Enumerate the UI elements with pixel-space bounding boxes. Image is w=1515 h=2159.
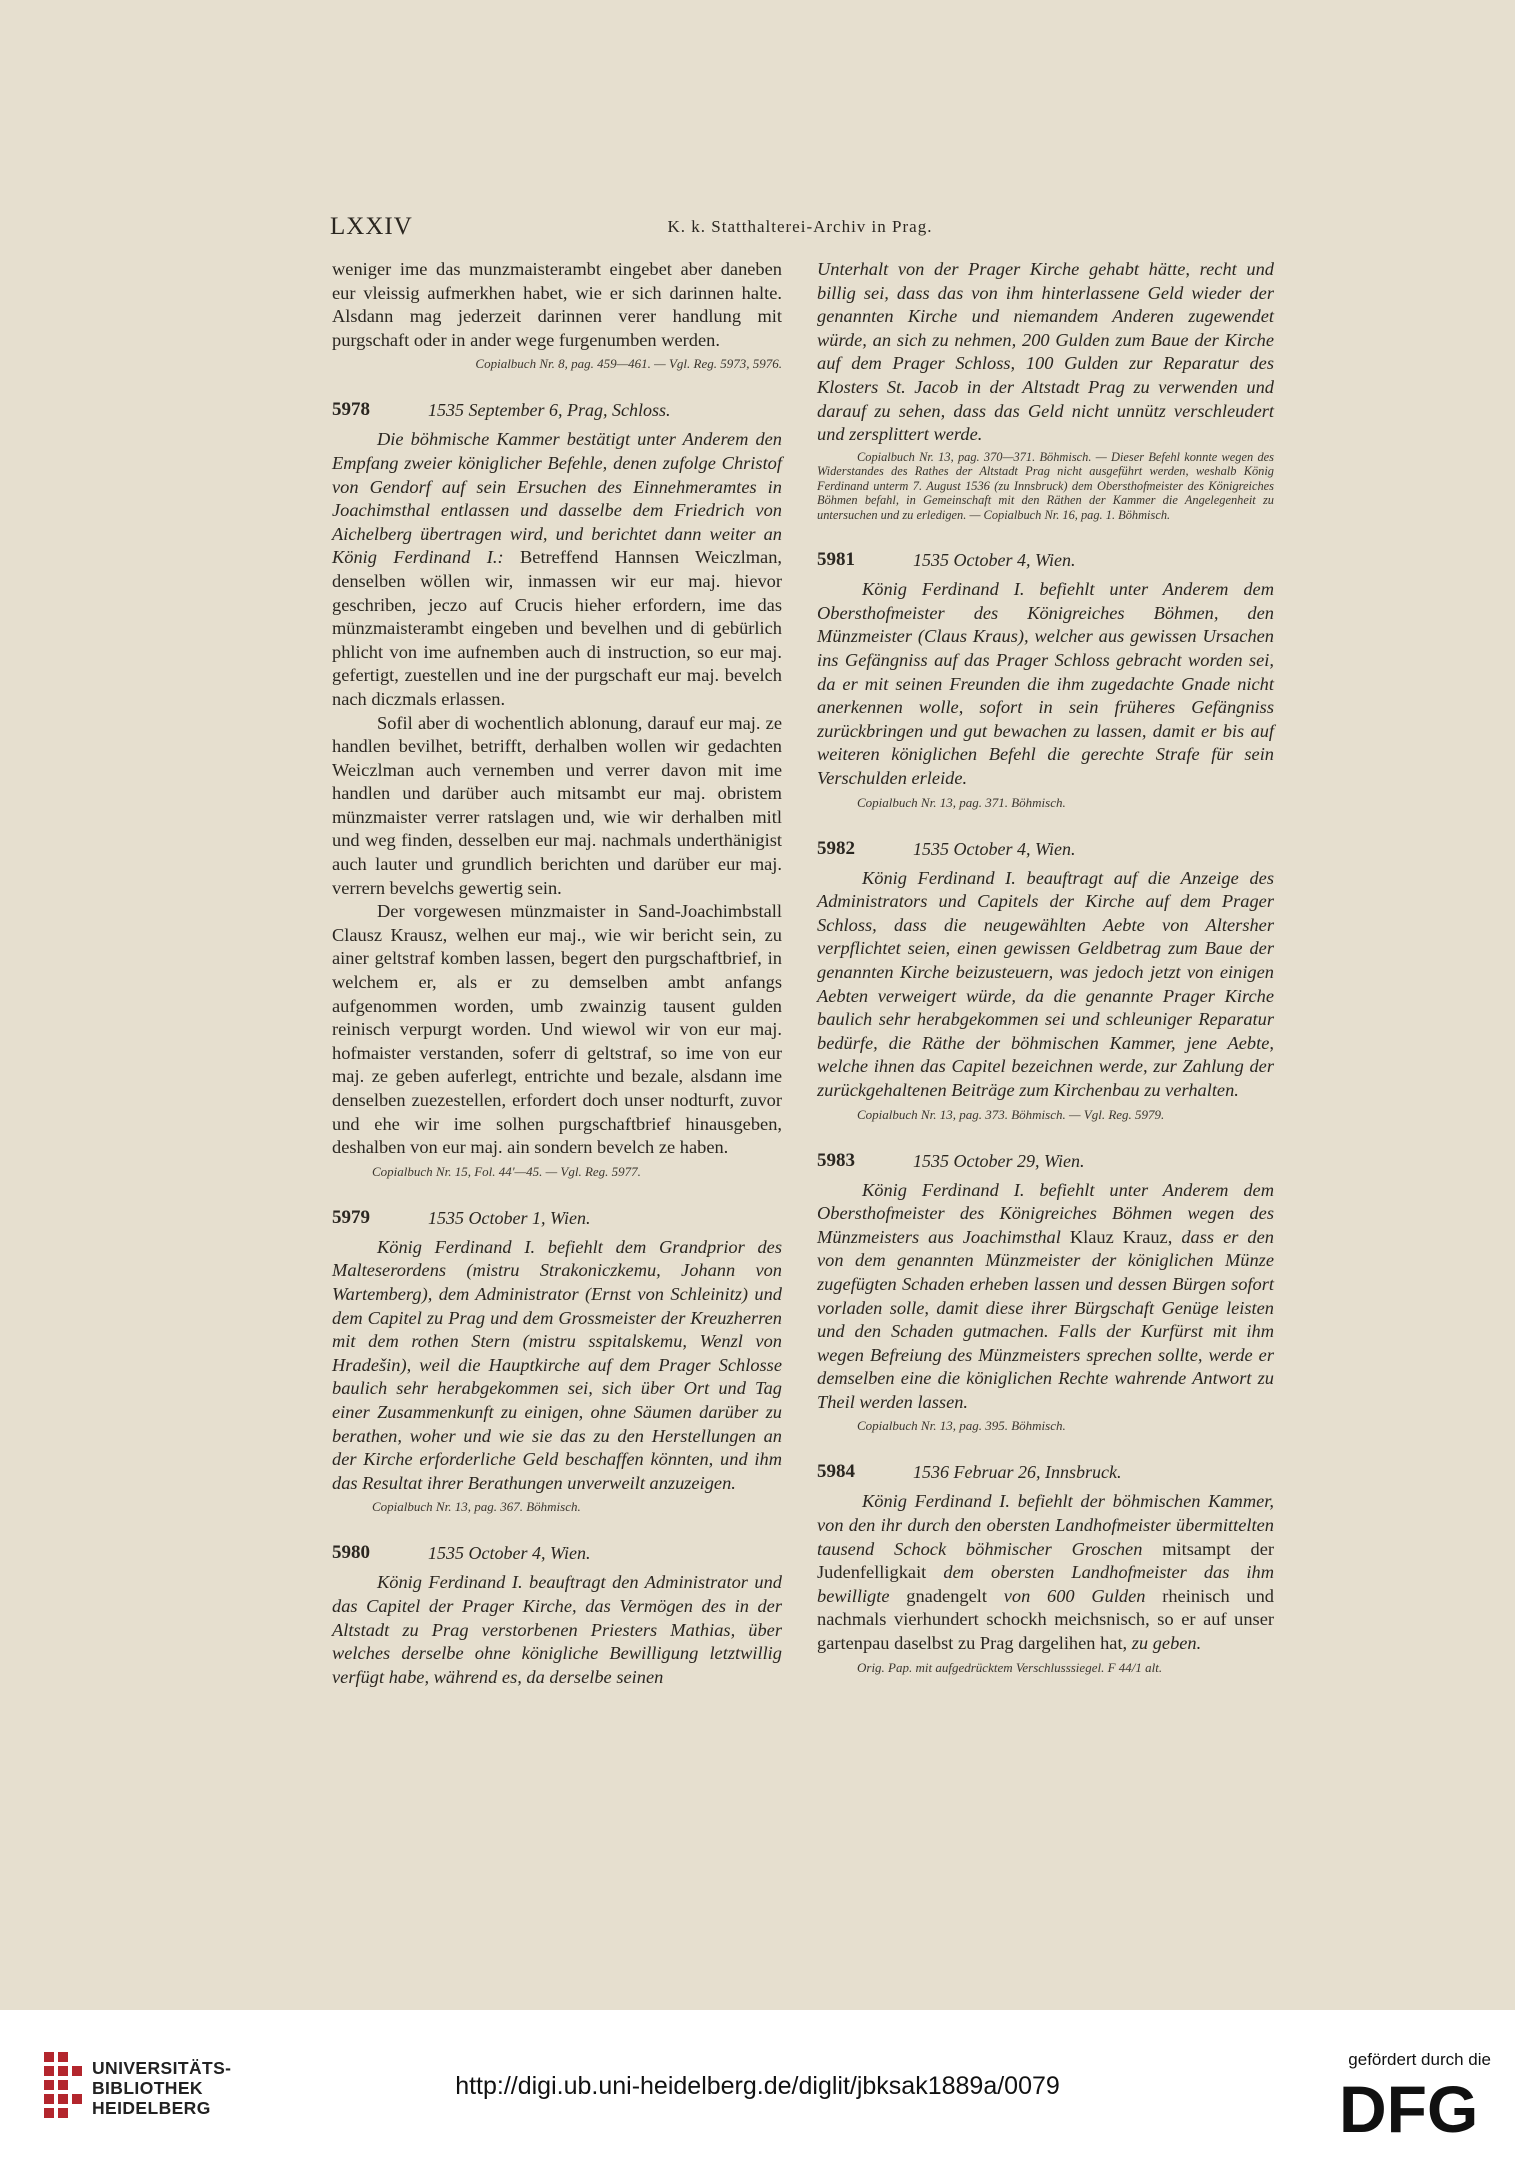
regest-number: 5980 xyxy=(332,1542,370,1564)
funding-note: gefördert durch die xyxy=(1348,2050,1491,2069)
regest-quotation-paragraph: Der vorgewesen münzmaister in Sand-Joachimbstall Clausz Krausz, welhen eur maj., wie wir bericht sein, zu ainer geltstraf komben lassen, begert den purgschaftbrief, in welchem er, als er zu demselben ambt anfangs aufgenommen worden, umb zwainzig tausent gulden reinisch verpurgt worden. Und wiewol wir von eur maj. hofmaister verstanden, soferr di geltstraf, so ime von eur maj. ze geben auferlegt, entrichte und bezale, alsdann ime denselben zuezestellen, erfordert doch unser nodturft, zuvor und ehe wir ime solhen purgschaftbrief hinausgeben, deshalben von eur maj. ain sondern bevelch ze haben. xyxy=(332,901,782,1158)
source-citation: Copialbuch Nr. 13, pag. 371. Böhmisch. xyxy=(857,794,1066,810)
regest-summary-part: König Ferdinand I. befiehlt der böhmischen Kammer, von den ihr durch den obersten Landhofmeister übermittelten tausend Schock böhmischer Groschen xyxy=(817,1491,1274,1559)
right-column xyxy=(817,258,1274,1676)
regest-quotation: gnadengelt xyxy=(906,1585,987,1606)
regest-number: 5979 xyxy=(332,1206,370,1228)
regest-heading-5980 xyxy=(332,1541,782,1565)
regest-body-5983 xyxy=(817,1179,1274,1415)
regest-body-5984 xyxy=(817,1490,1274,1655)
regest-summary: Die böhmische Kammer bestätigt unter Anderem den Empfang zweier königlicher Befehle, denen zufolge Christof von Gendorf auf sein Ersuchen des Einnehmeramtes in Joachimsthal entlassen und dasselbe dem Friedrich von Aichelberg übertragen wird, und berichtet dann weiter an König Ferdinand I.: xyxy=(332,429,782,568)
regest-heading-5978 xyxy=(332,398,782,422)
library-name-line: BIBLIOTHEK xyxy=(92,2078,203,2098)
source-citation: Copialbuch Nr. 13, pag. 395. Böhmisch. xyxy=(857,1418,1066,1434)
source-citation: Copialbuch Nr. 8, pag. 459—461. — Vgl. Reg. 5973, 5976. xyxy=(475,356,782,372)
running-head xyxy=(330,213,1270,243)
regest-date: 1535 October 29, Wien. xyxy=(913,1150,1085,1171)
source-note: Copialbuch Nr. 13, pag. 370—371. Böhmisch. — Dieser Befehl konnte wegen des Widerstandes des Rathes der Altstadt Prag nicht ausgeführt werden, weshalb König Ferdinand unterm 7. August 1536 (zu Innsbruck) dem Obersthofmeister des Königreiches Böhmen befahl, in Gemeinschaft mit den Räthen der Kammer die Angelegenheit zu untersuchen und zu erledigen. — Copialbuch Nr. 16, pag. 1. Böhmisch. xyxy=(817,449,1274,522)
permalink-url[interactable]: http://digi.ub.uni-heidelberg.de/diglit/jbksak1889a/0079 xyxy=(455,2072,1060,2100)
regest-summary-part: König Ferdinand I. befiehlt unter Anderem dem Obersthofmeister des Königreiches Böhmen wegen des Münzmeisters aus Joachimsthal xyxy=(817,1179,1274,1247)
regest-summary-part: von 600 Gulden xyxy=(1003,1585,1146,1606)
left-column xyxy=(332,258,782,1689)
regest-summary-part: zu geben. xyxy=(1131,1633,1202,1654)
regest-number: 5984 xyxy=(817,1461,855,1483)
library-name-line: HEIDELBERG xyxy=(92,2098,211,2118)
continued-summary: Unterhalt von der Prager Kirche gehabt hätte, recht und billig sei, dass das von ihm hinterlassene Geld wieder der genannten Kirche und niemandem Anderen zugewendet würde, an sich zu nehmen, 200 Gulden zum Baue der Kirche auf dem Prager Schloss, 100 Gulden zur Reparatur des Klosters St. Jacob in der Altstadt Prag zu verwenden und darauf zu sehen, dass das Geld nicht unnütz verschleudert und zersplittert werde. xyxy=(817,259,1274,445)
dfg-logo-icon xyxy=(1339,2078,1489,2136)
regest-quotation: rheinisch und nachmals vierhundert schockh meichsnisch, so er auf unser gartenpau daselbst zu Prag dargelihen hat, xyxy=(817,1585,1274,1654)
regest-quotation: Betreffend Hannsen Weiczlman, denselben wöllen wir, inmassen wir eur maj. hievor geschriben, jeczo auf Crucis hieher erfordern, ime das münzmaisterambt eingeben und bevelhen und di gebürlich phlicht von ime aufnemben auch di instruction, so eur maj. gefertigt, zuestellen und ine der purgschaft eur maj. bevelch nach diczmals erlassen. xyxy=(332,547,782,709)
regest-date: 1535 October 4, Wien. xyxy=(428,1543,591,1564)
source-citation: Copialbuch Nr. 13, pag. 373. Böhmisch. — Vgl. Reg. 5979. xyxy=(857,1106,1165,1122)
regest-heading-5981 xyxy=(817,548,1274,572)
regest-number: 5978 xyxy=(332,399,370,421)
regest-quoted-name: Klauz Krauz, xyxy=(1069,1226,1173,1247)
regest-heading-5984 xyxy=(817,1460,1274,1484)
regest-summary: König Ferdinand I. beauftragt auf die Anzeige des Administrators und Capitels der Kirche auf dem Prager Schloss, dass die neugewählten Aebte von Altersher verpflichtet seien, einen gewissen Geldbetrag zum Baue der genannten Kirche beizusteuern, was jedoch jetzt von einigen Aebten verweigert würde, da die genannte Prager Kirche baulich sehr herabgekommen sei und schleuniger Reparatur bedürfe, die Räthe der böhmischen Kammer, jene Aebte, welche ihnen das Capitel bezeichnen werde, zur Zahlung der zurückgehaltenen Beiträge zum Kirchenbau zu verhalten. xyxy=(817,867,1274,1100)
regest-summary-part: dem obersten Landhofmeister das ihm bewilligte xyxy=(817,1562,1274,1606)
regest-number: 5981 xyxy=(817,549,855,571)
regest-date: 1536 Februar 26, Innsbruck. xyxy=(913,1462,1122,1483)
regest-summary: König Ferdinand I. beauftragt den Administrator und das Capitel der Prager Kirche, das Vermögen des in der Altstadt zu Prag verstorbenen Priesters Mathias, über welches derselbe ohne königliche Bewilligung letztwillig verfügt habe, während es, da derselbe seinen xyxy=(332,1572,782,1687)
source-citation: Copialbuch Nr. 15, Fol. 44'—45. — Vgl. Reg. 5977. xyxy=(372,1163,641,1179)
library-name-line: UNIVERSITÄTS- xyxy=(92,2058,232,2078)
digitization-footer xyxy=(0,2010,1515,2159)
regest-summary: König Ferdinand I. befiehlt unter Anderem dem Obersthofmeister des Königreiches Böhmen, den Münzmeister (Claus Kraus), welcher aus gewissen Ursachen ins Gefängniss auf das Prager Schloss gebracht worden sei, da er mit seinen Freunden die ihm zugedachte Gnade nicht anerkennen wolle, sofort in sein früheres Gefängniss zurückbringen und gut bewachen zu lassen, damit er bis auf weiteren königlichen Befehl die gerechte Strafe für sein Verschulden erleide. xyxy=(817,579,1274,788)
regest-summary-part: dass er den von dem genannten Münzmeister der königlichen Münze zugefügten Schaden erheben lassen und dessen Bürgen sofort vorladen solle, damit diese ihrer Bürgschaft Genüge leisten und den Schaden gutmachen. Falls der Kurfürst mit ihm wegen Befreiung des Münzmeisters sprechen sollte, werde er demselben eine die königlichen Rechte wahrende Antwort zu Theil werden lassen. xyxy=(817,1226,1274,1412)
regest-date: 1535 October 4, Wien. xyxy=(913,838,1076,859)
regest-heading-5982 xyxy=(817,837,1274,861)
regest-date: 1535 September 6, Prag, Schloss. xyxy=(428,400,671,421)
source-citation: Copialbuch Nr. 13, pag. 367. Böhmisch. xyxy=(372,1499,581,1515)
page-folio: LXXIV xyxy=(330,213,413,240)
dfg-logo-text: DFG xyxy=(1339,2078,1479,2136)
regest-date: 1535 October 1, Wien. xyxy=(428,1207,591,1228)
regest-number: 5982 xyxy=(817,837,855,859)
source-citation: Orig. Pap. mit aufgedrücktem Verschlusssiegel. F 44/1 alt. xyxy=(857,1659,1163,1675)
regest-date: 1535 October 4, Wien. xyxy=(913,550,1076,571)
regest-heading-5983 xyxy=(817,1149,1274,1173)
continued-text: weniger ime das munzmaisterambt eingebet aber daneben eur vleissig aufmerkhen habet, wie er sich darinnen halte. Alsdann mag jederzeit darinnen verer handlung mit purgschaft oder in ander wege furgenumben werden. xyxy=(332,259,782,350)
regest-quotation-paragraph: Sofil aber di wochentlich ablonung, darauf eur maj. ze handlen bevilhet, betrifft, derhalben wollen wir gedachten Weiczlman auch vernemben und verrer davon mit ime handlen und darüber auch mitsambt eur maj. obristem münzmaister verrer ratslagen und, wie wir derhalben mitl und weg finden, desselben eur maj. nachmals underthänigist auch lauter und grundlich berichten und darüber eur maj. verrern bevelchs gewertig sein. xyxy=(332,712,782,898)
regest-heading-5979 xyxy=(332,1206,782,1230)
regest-body-5978 xyxy=(332,428,782,711)
running-title: K. k. Statthalterei-Archiv in Prag. xyxy=(667,217,933,236)
regest-summary: König Ferdinand I. befiehlt dem Grandprior des Malteserordens (mistru Strakoniczkemu, Johann von Wartemberg), dem Administrator (Ernst von Schleinitz) und dem Capitel zu Prag und dem Grossmeister der Kreuzherren mit dem rothen Stern (mistru sspitalskemu, Wenzl von Hradešin), weil die Hauptkirche auf dem Prager Schlosse baulich sehr herabgekommen sei, sich über Ort und Tag einer Zusammenkunft zu einigen, ohne Säumen darüber zu berathen, woher und wie sie das zu den Herstellungen an der Kirche erforderliche Geld beschaffen könnten, und ihm das Resultat ihrer Berathungen unverweilt anzuzeigen. xyxy=(332,1236,782,1493)
regest-number: 5983 xyxy=(817,1149,855,1171)
regest-quotation: mitsampt der Judenfelligkait xyxy=(817,1538,1274,1583)
